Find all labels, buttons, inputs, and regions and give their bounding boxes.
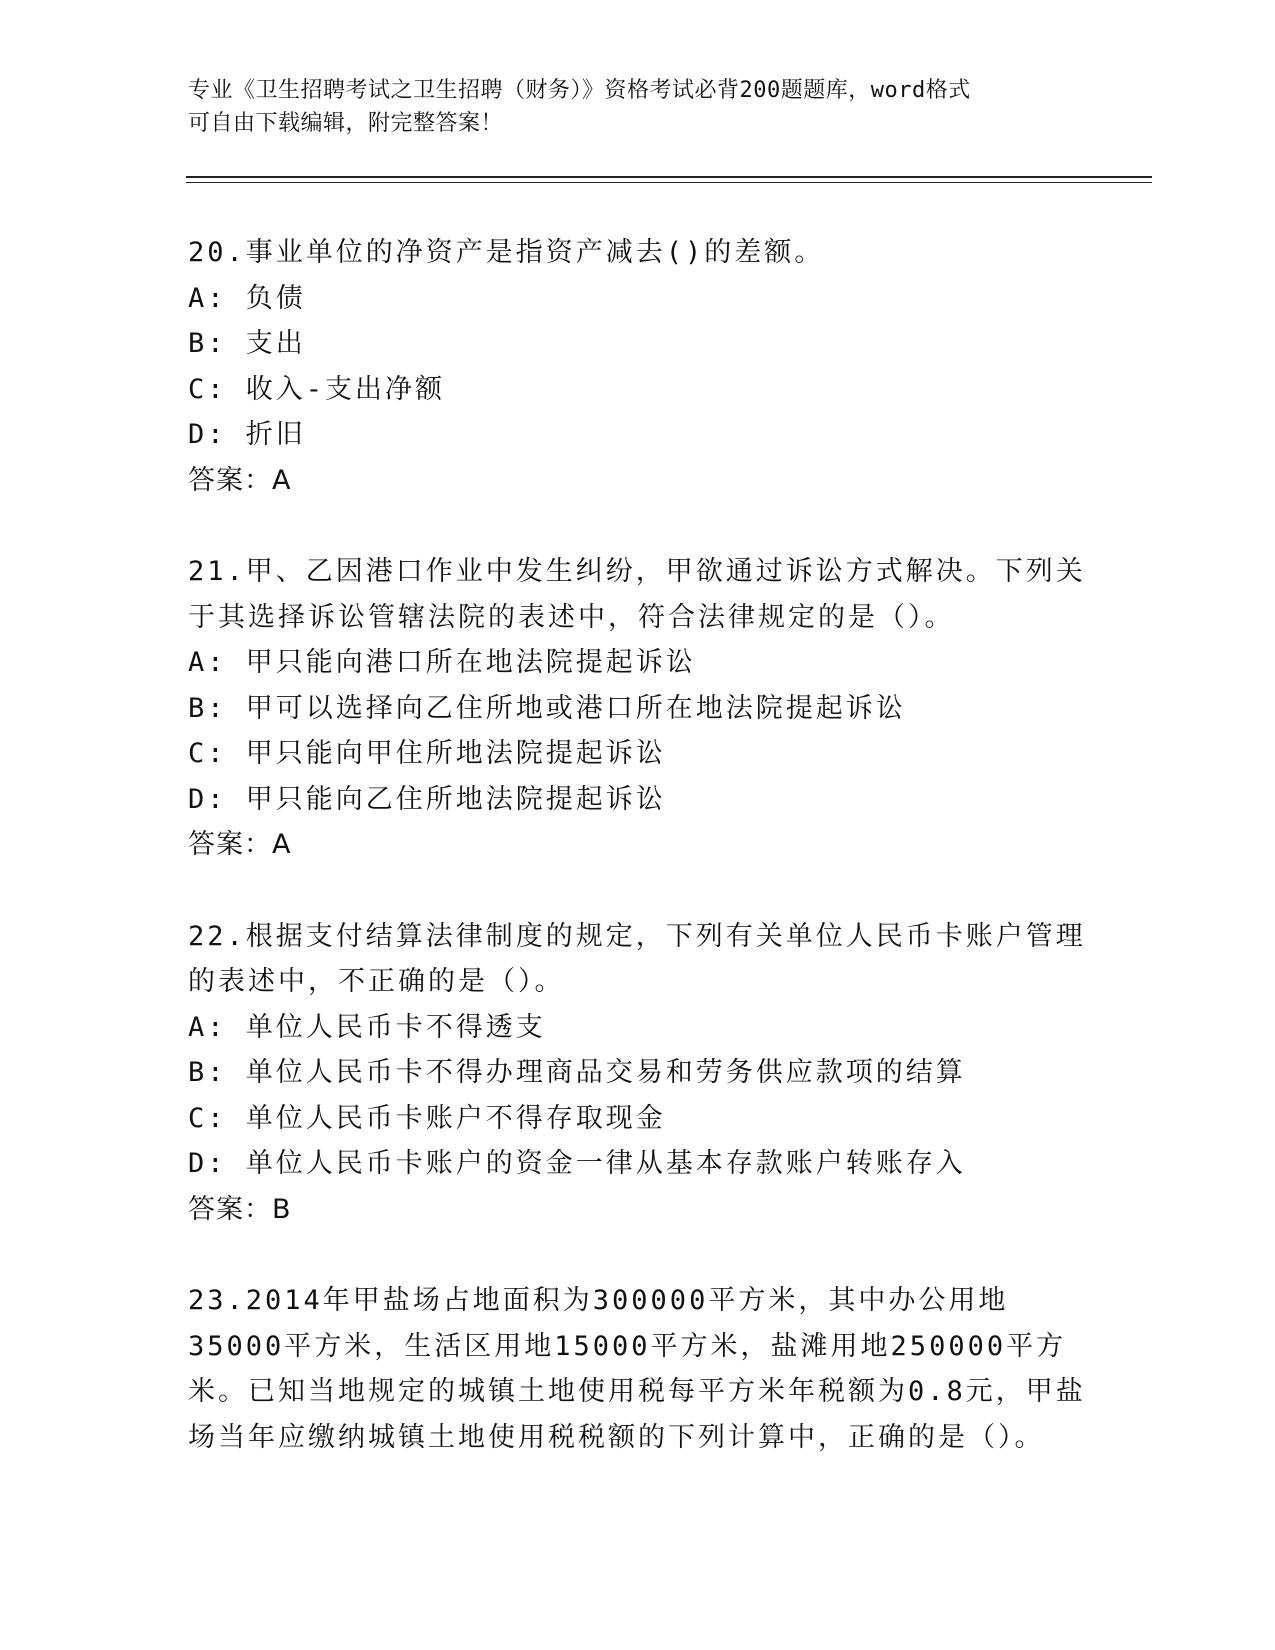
- option-b: B: 支出: [188, 328, 306, 359]
- question-text: 23.2014年甲盐场占地面积为300000平方米，其中办公用地35000平方米，生活区用地15000平方米，盐滩用地250000平方米。已知当地规定的城镇土地使用税每平方米年税额为0.8元，甲盐场当年应缴纳城镇土地使用税税额的下列计算中，正确的是（）。: [188, 1285, 1086, 1453]
- header-divider-thin: [186, 182, 1152, 183]
- option-a: A: 甲只能向港口所在地法院提起诉讼: [188, 647, 696, 678]
- question-22: [188, 914, 1088, 1233]
- header-line-2: 可自由下载编辑，附完整答案！: [188, 111, 504, 136]
- answer: 答案：A: [188, 829, 292, 860]
- question-21: [188, 549, 1088, 868]
- header-divider-thick: [186, 176, 1152, 178]
- option-d: D: 折旧: [188, 419, 306, 450]
- question-23: [188, 1278, 1088, 1460]
- option-b: B: 甲可以选择向乙住所地或港口所在地法院提起诉讼: [188, 692, 906, 724]
- option-d: D: 甲只能向乙住所地法院提起诉讼: [188, 783, 666, 815]
- question-list: [188, 230, 1088, 1506]
- option-c: C: 收入-支出净额: [188, 373, 446, 405]
- question-20: [188, 230, 1088, 503]
- question-text: 20.事业单位的净资产是指资产减去()的差额。: [188, 237, 825, 268]
- document-header: [188, 74, 1068, 140]
- answer: 答案：B: [188, 1193, 292, 1225]
- option-b: B: 单位人民币卡不得办理商品交易和劳务供应款项的结算: [188, 1057, 966, 1088]
- option-a: A: 单位人民币卡不得透支: [188, 1011, 546, 1043]
- question-text: 21.甲、乙因港口作业中发生纠纷，甲欲通过诉讼方式解决。下列关于其选择诉讼管辖法院的表述中，符合法律规定的是（）。: [188, 556, 1086, 633]
- option-c: C: 甲只能向甲住所地法院提起诉讼: [188, 738, 666, 769]
- option-c: C: 单位人民币卡账户不得存取现金: [188, 1102, 666, 1134]
- question-text: 22.根据支付结算法律制度的规定，下列有关单位人民币卡账户管理的表述中，不正确的是（）。: [188, 920, 1086, 997]
- answer: 答案：A: [188, 464, 292, 496]
- option-d: D: 单位人民币卡账户的资金一律从基本存款账户转账存入: [188, 1148, 966, 1179]
- header-line-1: 专业《卫生招聘考试之卫生招聘（财务）》资格考试必背200题题库，word格式: [188, 78, 971, 103]
- option-a: A: 负债: [188, 282, 306, 314]
